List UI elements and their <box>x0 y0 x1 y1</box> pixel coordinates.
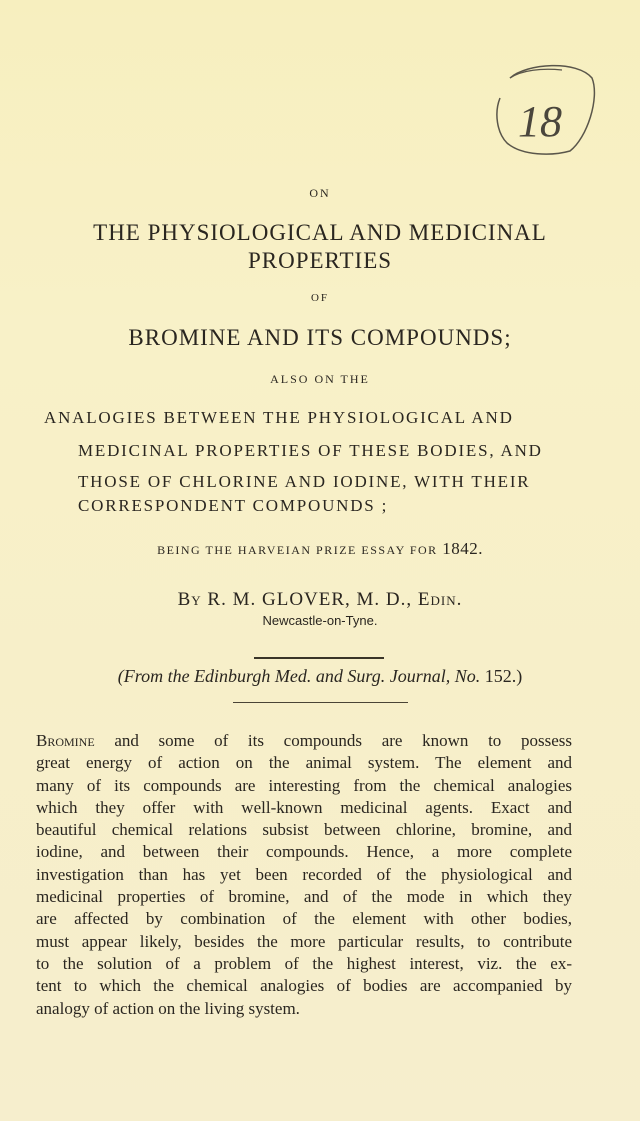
analogies-line-1: ANALOGIES BETWEEN THE PHYSIOLOGICAL AND <box>44 408 514 427</box>
body-line: great energy of action on the animal system. The element and <box>36 753 572 773</box>
citation <box>0 666 640 687</box>
author-line <box>0 589 640 611</box>
author-name: R. M. GLOVER, M. D., <box>207 589 413 610</box>
prize-essay-text: BEING THE HARVEIAN PRIZE ESSAY FOR <box>157 543 438 557</box>
body-line: must appear likely, besides the more particular results, to contribute <box>36 931 572 951</box>
prize-essay-line <box>0 539 640 559</box>
body-line: investigation than has yet been recorded of the physiological and <box>36 864 572 884</box>
heading-of: OF <box>310 292 330 304</box>
svg-text:18: 18 <box>518 97 562 146</box>
body-first-word: Bromine <box>36 731 95 750</box>
body-line: medicinal properties of bromine, and of the mode in which they <box>36 887 572 907</box>
citation-text: (From the Edinburgh Med. and Surg. Journal, No. <box>117 666 481 686</box>
body-line: many of its compounds are interesting from the chemical analogies <box>36 775 572 795</box>
author-by: By <box>177 589 202 610</box>
divider-top <box>254 657 384 659</box>
author-place: Newcastle-on-Tyne. <box>262 613 378 628</box>
body-paragraph <box>36 730 572 1020</box>
analogies-line-2: MEDICINAL PROPERTIES OF THESE BODIES, AND <box>78 441 543 460</box>
heading-also-on-the: ALSO ON THE <box>270 372 370 386</box>
body-line: are affected by combination of the element with other bodies, <box>36 909 572 929</box>
body-line: which they offer with well-known medicinal agents. Exact and <box>36 797 572 817</box>
citation-number: 152.) <box>484 666 523 686</box>
prize-essay-year: 1842. <box>442 539 483 558</box>
body-line: iodine, and between their compounds. Hence, a more complete <box>36 842 572 862</box>
body-line: to the solution of a problem of the highest interest, viz. the ex- <box>36 953 572 973</box>
analogies-line-3: THOSE OF CHLORINE AND IODINE, WITH THEIR <box>78 472 531 491</box>
body-line: beautiful chemical relations subsist between chlorine, bromine, and <box>36 820 572 840</box>
body-line: tent to which the chemical analogies of bodies are accompanied by <box>36 976 572 996</box>
title-line-1: THE PHYSIOLOGICAL AND MEDICINAL <box>93 220 547 245</box>
title-line-2: PROPERTIES <box>247 248 393 273</box>
analogies-line-4: CORRESPONDENT COMPOUNDS ; <box>78 496 389 515</box>
body-line: analogy of action on the living system. <box>36 998 300 1018</box>
author-degree: Edin. <box>417 589 463 610</box>
heading-on: ON <box>309 186 331 200</box>
library-stamp-mark <box>482 58 597 158</box>
title-subject: BROMINE AND ITS COMPOUNDS; <box>128 325 512 350</box>
body-line: Bromine and some of its compounds are known to possess <box>36 731 572 750</box>
divider-bottom <box>233 702 408 703</box>
